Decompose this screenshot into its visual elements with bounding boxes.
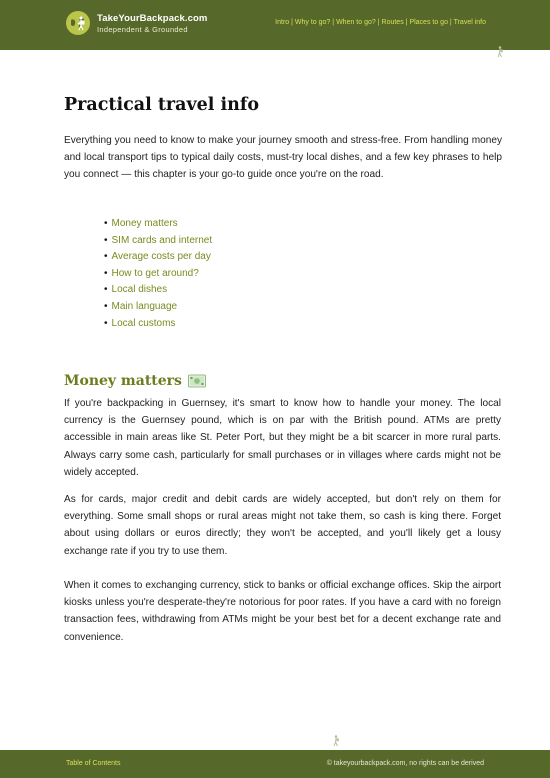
hiker-icon: [331, 735, 341, 747]
page-title: Practical travel info: [64, 95, 260, 115]
nav-separator: |: [377, 19, 380, 26]
bullet: •: [104, 251, 108, 263]
toc-item-money-matters[interactable]: [104, 216, 212, 233]
money-paragraph-1: If you're backpacking in Guernsey, it's smart to know how to handle your money. The local currency is the Guernsey pound, which is on par with the British pound. ATMs are pretty accessible in main areas like St. Peter Port, but they might be a bit scarcer in more rural parts. Always carry some cash, particularly for small purchases or in villages where cards might not be widely accepted.: [64, 398, 501, 478]
toc-item-sim-cards[interactable]: [104, 233, 212, 250]
bullet: •: [104, 284, 108, 296]
nav-link-routes[interactable]: Routes: [381, 19, 404, 26]
nav-separator: |: [332, 19, 335, 26]
nav-link-intro[interactable]: Intro: [275, 19, 290, 26]
section-heading-money-matters: [64, 373, 206, 389]
money-paragraph-2: As for cards, major credit and debit cards are widely accepted, but don't rely on them for everything. Some small shops or rural areas might not take them, so cash is king there. Forget about using dollars or euros directly; they won't be accepted, and you'll likely get a lousy exchange rate if you try to use them.: [64, 494, 501, 557]
nav-separator: |: [291, 19, 293, 26]
copyright-notice: © takeyourbackpack.com, no rights can be derived: [326, 760, 484, 767]
table-of-contents-link[interactable]: Table of Contents: [66, 760, 121, 767]
toc-item-get-around[interactable]: [104, 266, 212, 283]
nav-separator: |: [449, 19, 452, 26]
nav-link-places-to-go[interactable]: Places to go: [409, 19, 448, 26]
toc-item-local-dishes[interactable]: [104, 282, 212, 299]
money-icon: [188, 374, 206, 388]
bullet: •: [104, 317, 108, 329]
hiker-icon: [495, 46, 505, 58]
toc-item-main-language[interactable]: [104, 299, 212, 316]
bullet: •: [104, 300, 108, 312]
toc-link[interactable]: How to get around?: [111, 267, 199, 279]
toc-link[interactable]: Money matters: [111, 218, 178, 229]
nav-link-travel-info[interactable]: Travel info: [453, 19, 486, 26]
bullet: •: [104, 234, 108, 246]
brand-tagline: Independent & Grounded: [97, 25, 188, 34]
nav-separator: |: [405, 19, 408, 26]
chapter-contents-list: [104, 216, 212, 332]
nav-link-why-to-go[interactable]: Why to go?: [294, 19, 331, 26]
toc-link[interactable]: Average costs per day: [111, 251, 211, 263]
bullet: •: [104, 218, 108, 229]
toc-link[interactable]: Local dishes: [111, 284, 168, 296]
toc-item-average-costs[interactable]: [104, 249, 212, 266]
brand-name[interactable]: TakeYourBackpack.com: [97, 13, 208, 24]
footer-bar: [0, 750, 550, 778]
intro-paragraph: Everything you need to know to make your journey smooth and stress-free. From handling money and local transport tips to typical daily costs, must-try local dishes, and a few key phrases to help you connect — this chapter is your go-to guide once you're on the road.: [64, 135, 502, 181]
toc-link[interactable]: Main language: [111, 300, 178, 312]
bullet: •: [104, 267, 108, 279]
logo-globe-icon[interactable]: [66, 11, 90, 35]
section-title-text: Money matters: [64, 373, 182, 389]
header-bar: [0, 0, 550, 50]
toc-link[interactable]: SIM cards and internet: [111, 234, 213, 246]
toc-link[interactable]: Local customs: [111, 317, 176, 329]
money-paragraph-3: When it comes to exchanging currency, stick to banks or official exchange offices. Skip the airport kiosks unless you're desperate-they're notorious for poor rates. If you have a card with no foreign transaction fees, withdrawing from ATMs might be your best bet for a decent exchange rate and convenience.: [64, 580, 501, 643]
toc-item-local-customs[interactable]: [104, 316, 212, 333]
nav-link-when-to-go[interactable]: When to go?: [336, 19, 376, 26]
top-navigation: [275, 19, 486, 26]
